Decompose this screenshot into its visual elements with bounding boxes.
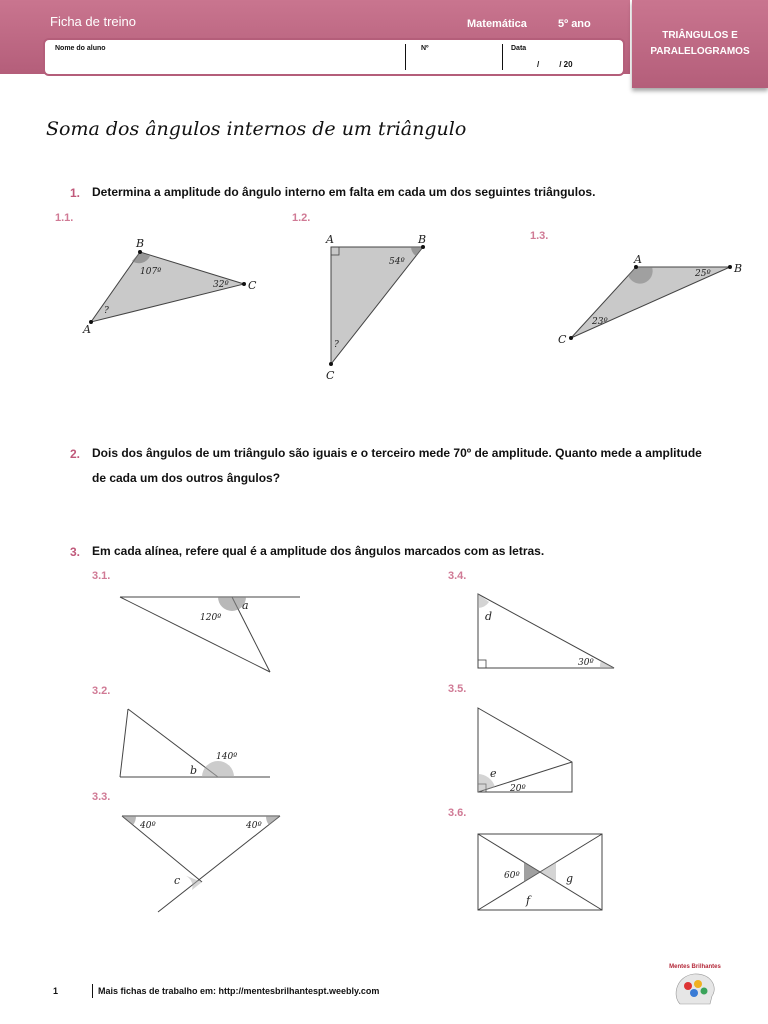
topic-line: TRIÂNGULOS E	[662, 30, 738, 41]
question-2-line: Dois dos ângulos de um triângulo são iguais e o terceiro mede 70º de amplitude. Quanto mede a amplitude	[92, 446, 702, 460]
student-number-label: Nº	[421, 45, 429, 52]
angle-variable: a	[242, 599, 249, 612]
vertex-label: C	[558, 333, 567, 346]
vertex-label: C	[326, 369, 335, 382]
question-2-line: de cada um dos outros ângulos?	[92, 471, 281, 485]
date-label: Data	[511, 45, 527, 52]
angle-variable: f	[526, 894, 531, 907]
subject-label: Matemática	[467, 18, 527, 30]
angle-variable: b	[190, 764, 198, 777]
vertex-label: B	[734, 262, 743, 275]
grade-label: 5º ano	[558, 18, 591, 30]
unknown-angle-label: ?	[104, 306, 109, 316]
footer-link-text[interactable]: Mais fichas de trabalho em: http://mentesbrilhantespt.weebly.com	[98, 986, 380, 996]
figure-3-1	[118, 590, 308, 680]
vertex-label: A	[83, 323, 91, 336]
worksheet-title: Ficha de treino	[50, 14, 136, 29]
vertex-label: B	[418, 233, 427, 246]
item-1-1-label: 1.1.	[55, 212, 74, 224]
item-3-4-label: 3.4.	[448, 570, 467, 582]
angle-label: 23º	[592, 317, 608, 327]
item-3-2-label: 3.2.	[92, 685, 111, 697]
angle-label: 25º	[695, 269, 711, 279]
mentes-brilhantes-logo	[664, 960, 726, 1010]
student-info-box	[43, 38, 625, 76]
question-3-text: Em cada alínea, refere qual é a amplitude dos ângulos marcados com as letras.	[92, 544, 545, 558]
triangle-1-2-figure	[318, 232, 438, 382]
angle-variable: c	[174, 874, 181, 887]
figure-3-3	[118, 810, 288, 920]
item-1-2-label: 1.2.	[292, 212, 311, 224]
divider	[502, 44, 503, 70]
figure-3-6	[474, 830, 608, 914]
vertex-label: B	[136, 237, 145, 250]
angle-label: 32º	[213, 280, 229, 290]
logo-text: Mentes Brilhantes	[669, 964, 721, 970]
angle-variable: g	[566, 872, 574, 885]
date-value: / / 20	[537, 60, 573, 69]
vertex-label: A	[326, 233, 334, 246]
angle-label: 54º	[389, 257, 405, 267]
student-name-label: Nome do aluno	[55, 45, 106, 52]
question-1-number: 1.	[70, 186, 81, 200]
angle-label: 40º	[140, 821, 156, 831]
page-heading: Soma dos ângulos internos de um triângulo	[46, 118, 467, 140]
divider	[405, 44, 406, 70]
angle-variable: e	[490, 767, 497, 780]
triangle-1-3-figure	[554, 250, 754, 350]
angle-label: 30º	[578, 658, 594, 668]
item-3-3-label: 3.3.	[92, 791, 111, 803]
topic-box	[632, 0, 768, 88]
angle-label: 20º	[510, 784, 526, 794]
topic-line: PARALELOGRAMOS	[650, 46, 750, 57]
vertex-label: C	[248, 279, 257, 292]
unknown-angle-label: ?	[334, 340, 339, 350]
page-number: 1	[53, 986, 59, 996]
angle-label: 60º	[504, 871, 520, 881]
figure-3-2	[118, 705, 278, 785]
question-2-number: 2.	[70, 447, 81, 461]
angle-label: 107º	[140, 267, 162, 277]
question-1-text: Determina a amplitude do ângulo interno em falta em cada um dos seguintes triângulos.	[92, 185, 596, 199]
item-3-6-label: 3.6.	[448, 807, 467, 819]
item-3-5-label: 3.5.	[448, 683, 467, 695]
angle-variable: d	[485, 610, 493, 623]
angle-label: 120º	[200, 613, 222, 623]
figure-3-4	[474, 590, 624, 674]
angle-label: 140º	[216, 752, 238, 762]
question-3-number: 3.	[70, 545, 81, 559]
triangle-1-1-figure	[78, 232, 268, 342]
footer-divider	[92, 984, 93, 998]
item-1-3-label: 1.3.	[530, 230, 549, 242]
angle-label: 40º	[246, 821, 262, 831]
vertex-label: A	[634, 253, 642, 266]
figure-3-5	[474, 704, 584, 798]
item-3-1-label: 3.1.	[92, 570, 111, 582]
